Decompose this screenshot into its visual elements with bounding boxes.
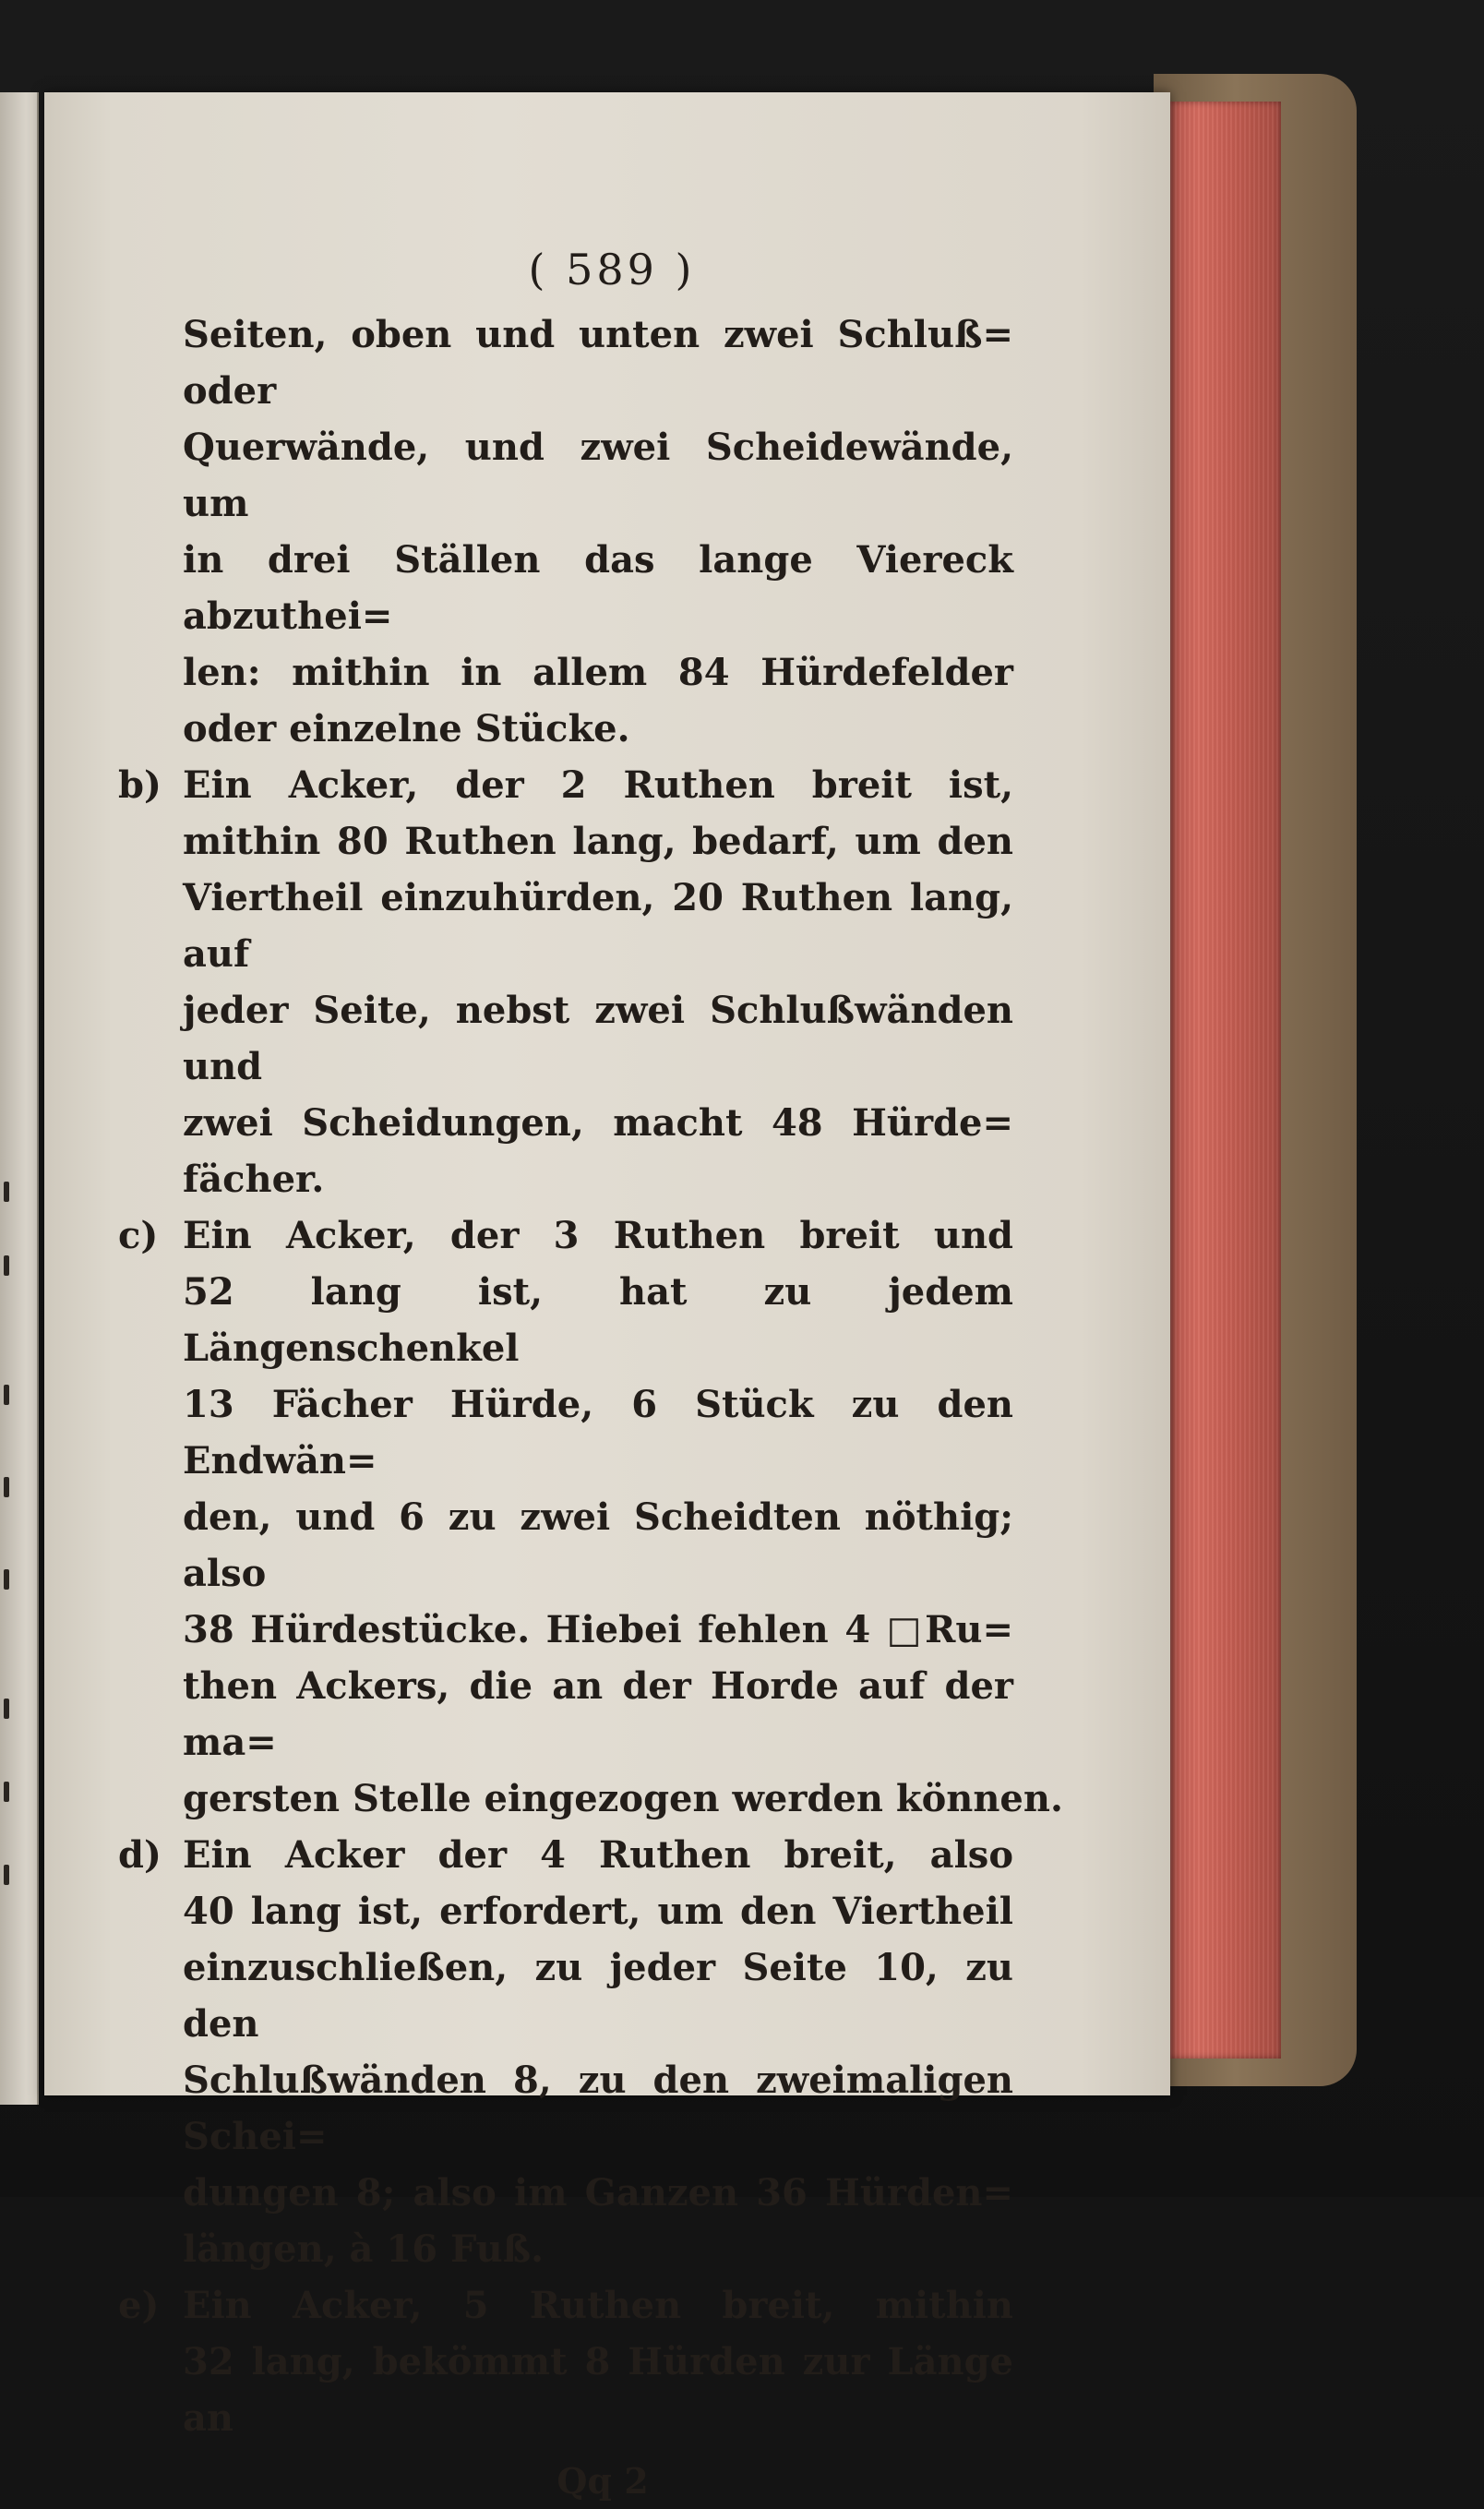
text-line: 38 Hürdestücke. Hiebei fehlen 4 □Ru= bbox=[183, 1608, 1013, 1651]
text-line: gersten Stelle eingezogen werden können. bbox=[183, 1777, 1063, 1820]
text-line: fächer. bbox=[183, 1158, 325, 1201]
item-c bbox=[118, 1207, 1063, 1827]
item-b bbox=[118, 757, 1013, 1207]
previous-page-edge bbox=[0, 92, 39, 2105]
text-line: 13 Fächer Hürde, 6 Stück zu den Endwän= bbox=[183, 1383, 1013, 1483]
signature-catchword: Qq 2 bbox=[556, 2460, 649, 2502]
text-line: oder einzelne Stücke. bbox=[183, 707, 630, 750]
item-label: b) bbox=[118, 763, 162, 807]
ink-mark bbox=[4, 1477, 9, 1497]
ink-mark bbox=[4, 1385, 9, 1405]
page-text bbox=[118, 240, 1063, 2509]
text-line: len: mithin in allem 84 Hürdefelder bbox=[183, 651, 1013, 694]
text-line: Schlußwänden 8, zu den zweimaligen Schei= bbox=[183, 2059, 1013, 2158]
ink-mark bbox=[4, 1699, 9, 1719]
text-line: then Ackers, die an der Horde auf der ma= bbox=[183, 1664, 1013, 1764]
ink-mark bbox=[4, 1255, 9, 1276]
text-line: Ein Acker der 4 Ruthen breit, also bbox=[183, 1833, 1013, 1877]
text-line: Querwände, und zwei Scheidewände, um bbox=[183, 426, 1013, 525]
text-line: dungen 8; also im Ganzen 36 Hürden= bbox=[183, 2171, 1013, 2215]
book-page bbox=[44, 92, 1170, 2502]
text-line: zwei Scheidungen, macht 48 Hürde= bbox=[183, 1101, 1013, 1145]
item-d bbox=[118, 1827, 1013, 2277]
ink-mark bbox=[4, 1782, 9, 1802]
item-e bbox=[118, 2277, 1013, 2446]
text-line: Ein Acker, 5 Ruthen breit, mithin bbox=[183, 2284, 1013, 2327]
page-number-header: ( 589 ) bbox=[528, 245, 696, 294]
item-label: e) bbox=[118, 2284, 160, 2327]
text-line: einzuschließen, zu jeder Seite 10, zu den bbox=[183, 1946, 1013, 2046]
text-line: den, und 6 zu zwei Scheidten nöthig; also bbox=[183, 1495, 1013, 1595]
text-line: längen, à 16 Fuß. bbox=[183, 2227, 545, 2271]
text-line: Viertheil einzuhürden, 20 Ruthen lang, auf bbox=[183, 876, 1013, 976]
text-line: 32 lang, bekömmt 8 Hürden zur Länge an bbox=[183, 2340, 1013, 2440]
text-line: Seiten, oben und unten zwei Schluß= oder bbox=[183, 313, 1013, 413]
ink-mark bbox=[4, 1865, 9, 1885]
text-line: jeder Seite, nebst zwei Schlußwänden und bbox=[183, 989, 1013, 1088]
text-line: 40 lang ist, erfordert, um den Viertheil bbox=[183, 1890, 1013, 1933]
page-edge-texture bbox=[1170, 102, 1281, 2059]
intro-paragraph bbox=[183, 306, 1013, 757]
item-label: c) bbox=[118, 1214, 159, 1257]
ink-mark bbox=[4, 1182, 9, 1202]
text-line: Ein Acker, der 2 Ruthen breit ist, bbox=[183, 763, 1013, 807]
text-line: mithin 80 Ruthen lang, bedarf, um den bbox=[183, 820, 1013, 863]
text-line: 52 lang ist, hat zu jedem Längenschenkel bbox=[183, 1270, 1013, 1370]
ink-mark bbox=[4, 1569, 9, 1590]
text-line: in drei Ställen das lange Viereck abzuthei= bbox=[183, 538, 1013, 638]
item-label: d) bbox=[118, 1833, 162, 1877]
text-line: Ein Acker, der 3 Ruthen breit und bbox=[183, 1214, 1013, 1257]
